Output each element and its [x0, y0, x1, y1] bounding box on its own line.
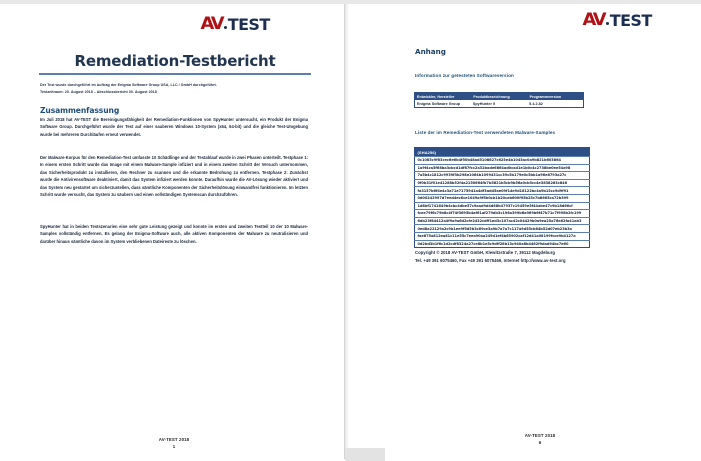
appendix-subheading: Information zur getesteten Softwareversion [415, 73, 514, 78]
footer-brand: AV-TEST 2018 [158, 437, 190, 442]
footer-page-number: 1 [172, 444, 176, 449]
table-row [415, 202, 590, 210]
hash-row-body [415, 157, 590, 248]
table-header-row [415, 93, 584, 101]
hash-cell: 1a9f4ca5f68ba3cbcd1df87fcc2a32bade6864ad0cad1e1b0c4c2738be0ee54a98 [415, 164, 590, 172]
page-gap-filler [345, 448, 385, 461]
contact-line: Tel. +49 391 6075460, Fax +49 391 6075469, Internet http://www.av-test.org [415, 258, 566, 263]
hash-cell: fae875a812ea81c11e55c7eea90aa249d1ef4b65902caf12d41a08199fcce9b4127a [415, 232, 590, 240]
hash-cell: fa3157b6f4e4c3a71e7175941a4df3add5ae09f14e9d18122bc4a9b15cc9d9f91 [415, 187, 590, 195]
hash-cell: 1d8bf1741649b4cbc4dbe57c9aad9d4d68b47937c19459e5f44abe47c9b18d66cf [415, 202, 590, 210]
logo-av-text: AV [200, 14, 223, 34]
copyright-block [415, 249, 615, 265]
page-footer-left [40, 436, 308, 450]
hash-cell: 0c1085c9f83cec6e6b4f50b48ad5108627c625e4b1045ac0a9b821b603864 [415, 157, 590, 165]
av-test-logo [201, 14, 270, 34]
table-cell: SpyHunter 5 [471, 100, 527, 108]
hash-cell: 0ed8a22129a2c9b1ee9f5d5b3c69ce3a9b7a7a7c117a9d55cb64b52d07eb23b3a [415, 225, 590, 233]
av-test-logo [583, 10, 652, 30]
logo-test-text: TEST [227, 14, 270, 34]
document-page-1[interactable] [3, 4, 345, 459]
malware-samples-label: Liste der im Remediation-Test verwendeten Malware-Samples [415, 130, 556, 135]
title-divider [39, 73, 311, 75]
logo-test-text: TEST [609, 10, 652, 30]
table-row [415, 187, 590, 195]
hash-cell: 6db23f84412a4f9a9a6d2cfe2432cdff1ed3c107ac42c04429b0a9ea25a76a62fa41ab3 [415, 217, 590, 225]
paragraph: Der Malware-Korpus für den Remediation-Test umfasste 10 Schädlinge und der Testablauf wurde in zwei Phasen unterteilt. Testphase 1: In einem ersten Schritt wurde das Image mit einem Malware-Sample infiziert und in einem zweiten Schritt der Versuch unternommen, das Sicherheitsprodukt zu installieren, den Rechner zu scannen und die erkannte Bedrohung zu entfernen. Testphase 2: Zunächst wurde die Antivirensoftware deaktiviert, damit das System infiziert werden konnte. Daraufhin wurde die AV-Lösung wieder aktiviert und das System neu gestartet um sicherzustellen, dass sämtliche Komponenten der Sicherheitslösung einwandfrei funktionieren. Im letzten Schritt wurde versucht, das System zu säubern und einen vollständigen Systemscan durchzuführen. [40, 155, 308, 198]
column-header: Produktbezeichnung [471, 93, 527, 101]
hash-cell: 7a5b4c1812c9939f3b298e1064b1099431cc39c5b179e0c5bb1a96e8793a27c [415, 172, 590, 180]
table-row [415, 240, 590, 248]
table-cell: Enigma Software Group [415, 100, 471, 108]
column-header-sha256: (SHA256) [415, 148, 590, 157]
appendix-heading: Anhang [415, 47, 446, 56]
hash-cell: 0d00242997d7eed4ec6ce1049a9f5b0cb1b20ceb600f95b25c7b8665ca72b399 [415, 194, 590, 202]
meta-line: Der Test wurde durchgeführt im Auftrag der Enigma Software Group USA, LLC / GmbH durchgeführt. [40, 83, 217, 87]
column-header: Entwickler, Hersteller [415, 93, 471, 101]
table-row [415, 210, 590, 218]
table-row [415, 100, 584, 108]
table-row [415, 157, 590, 165]
table-cell: 5.4.2.82 [527, 100, 583, 108]
footer-page-number: 6 [538, 440, 542, 445]
section-heading-zusammenfassung: Zusammenfassung [40, 106, 120, 115]
logo-av-text: AV [582, 10, 605, 30]
footer-brand: AV-TEST 2018 [524, 433, 556, 438]
paragraph: SpyHunter hat in beiden Testszenarien eine sehr gute Leistung gezeigt und konnte im ersten und zweiten Testteil 10 der 10 Malware-Samples vollständig entfernen. Es gelang der Enigma-Software auch, alle aktiven Komponenten der Malware zu neutralisieren und darüber hinaus sämtliche davon im System verbliebenen Dateireste zu löschen. [40, 224, 308, 244]
table-row [415, 225, 590, 233]
page-title: Remediation-Testbericht [74, 52, 276, 70]
table-row [415, 179, 590, 187]
logo-dot-icon [606, 22, 609, 25]
hash-cell: fcee79f6c79b8c4f74f3695b4af61af279db3c196a399b6a969b6f47b71c7f998b2fc199 [415, 210, 590, 218]
table-row [415, 217, 590, 225]
software-version-table [414, 92, 584, 108]
document-meta [40, 82, 305, 96]
hash-cell: 0f0b31f01e41288b52f4a2150664fb7b5821b5cb9b56a0cb5cc4e3838283c846 [415, 179, 590, 187]
page-shadow [345, 4, 349, 459]
page-footer-right [415, 432, 665, 446]
logo-dot-icon [224, 26, 227, 29]
table-header-row [415, 148, 590, 157]
hash-cell: 0d2bd3b1f6c1d2cdf8324a27ce8b1e5c9dff28b13c940a8b4462f9dad94bc7e60 [415, 240, 590, 248]
malware-hash-table [414, 147, 590, 248]
meta-line: Testzeitraum: 20. August 2018 – Abschlussbericht 30. August 2018 [40, 90, 157, 94]
table-row [415, 232, 590, 240]
column-header: Programmversion [527, 93, 583, 101]
copyright-line: Copyright © 2018 AV-TEST GmbH, Klewitzstraße 7, 39112 Magdeburg [415, 250, 556, 255]
paragraph: Im Juli 2018 hat AV-TEST die Bereinigungsfähigkeit der Remediation-Funktionen von SpyHunter untersucht, ein Produkt der Enigma Software Group. Durchgeführt wurde der Test auf einer sauberen Windows 10-System (x64, 64-bit) und die gleiche Test-Umgebung wurde bei mehreren Durchläufen erneut verwendet. [40, 117, 308, 137]
table-row [415, 164, 590, 172]
table-row [415, 172, 590, 180]
table-row [415, 194, 590, 202]
